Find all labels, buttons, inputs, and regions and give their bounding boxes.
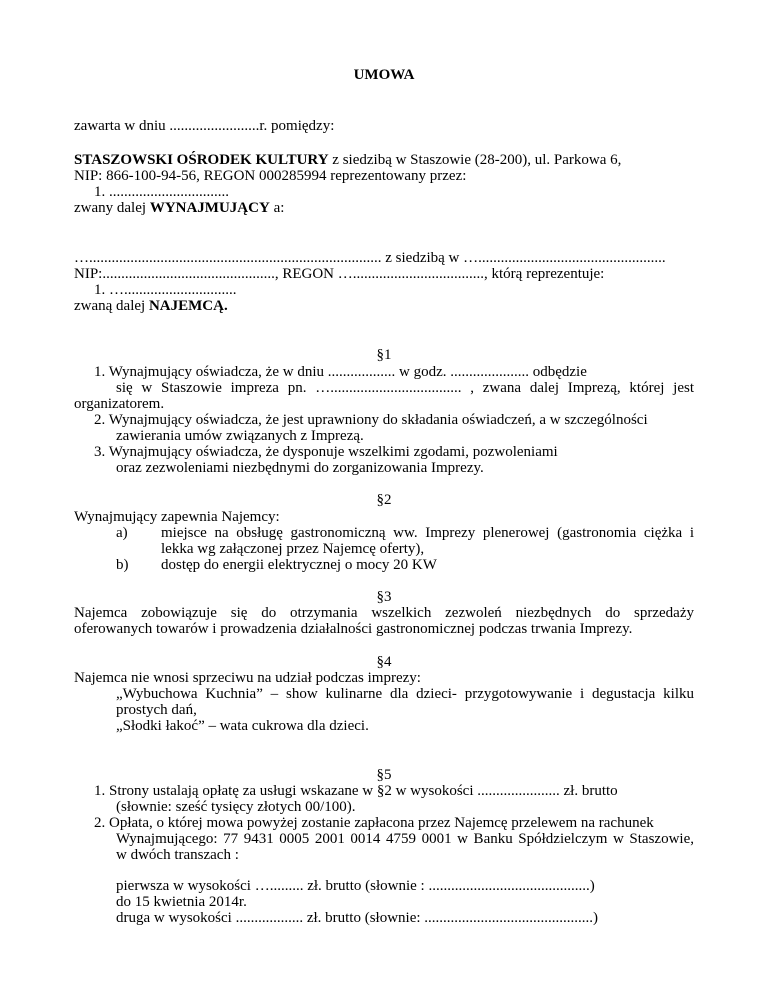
section2-heading: §2 — [376, 492, 392, 508]
s1-point1-line2: się w Staszowie impreza pn. …................................... , zwana dalej Imprezą, której jest — [116, 380, 694, 396]
party2-line1: ….............................................................................. z siedzibą w ….................................................. — [74, 250, 666, 266]
party1-representative: 1. ................................ — [94, 184, 229, 200]
s2-item-a-marker: a) — [116, 525, 128, 541]
s3-line1: Najemca zobowiązuje się do otrzymania wszelkich zezwoleń niezbędnych do sprzedaży — [74, 605, 694, 621]
section1-heading: §1 — [376, 347, 392, 363]
s1-point3-line1: 3. Wynajmujący oświadcza, że dysponuje wszelkimi zgodami, pozwoleniami — [94, 444, 558, 460]
s5-point2-line2: Wynajmującego: 77 9431 0005 2001 0014 4759 0001 w Banku Spółdzielczym w Staszowie, — [116, 831, 694, 847]
party1-name: STASZOWSKI OŚRODEK KULTURY — [74, 152, 329, 168]
section5-heading: §5 — [376, 767, 392, 783]
s2-item-a-line2: lekka wg załączonej przez Najemcę oferty), — [161, 541, 425, 557]
s4-item2-line1: „Słodki łakoć” – wata cukrowa dla dzieci. — [116, 718, 369, 734]
party2-representative: 1. ….............................. — [94, 282, 237, 298]
party1-line2: NIP: 866-100-94-56, REGON 000285994 reprezentowany przez: — [74, 168, 467, 184]
s4-lead: Najemca nie wnosi sprzeciwu na udział podczas imprezy: — [74, 670, 421, 686]
s5-tranche2-line1: druga w wysokości .................. zł. brutto (słownie: .............................................) — [116, 910, 599, 926]
document-title: UMOWA — [353, 67, 415, 83]
s1-point2-line2: zawierania umów związanych z Imprezą. — [116, 428, 364, 444]
s1-point1-line3: organizatorem. — [74, 396, 165, 412]
s4-item1-line1: „Wybuchowa Kuchnia” – show kulinarne dla dzieci- przygotowywanie i degustacja kilku — [116, 686, 694, 702]
s5-point2-line3: w dwóch transzach : — [116, 847, 239, 863]
s2-item-a-line1: miejsce na obsługę gastronomiczną ww. Imprezy plenerowej (gastronomia ciężka i — [161, 525, 694, 541]
party2-role: NAJEMCĄ. — [148, 298, 228, 314]
s5-point2-line1: 2. Opłata, o której mowa powyżej zostanie zapłacona przez Najemcę przelewem na rachunek — [94, 815, 654, 831]
party2-line2: NIP:.............................................., REGON …..................................., którą reprezentuje: — [74, 266, 605, 282]
s2-item-b-marker: b) — [116, 557, 129, 573]
party1-role: WYNAJMUJĄCY — [149, 200, 270, 216]
s3-line2: oferowanych towarów i prowadzenia działalności gastronomicznej podczas trwania Imprezy. — [74, 621, 633, 637]
s2-lead: Wynajmujący zapewnia Najemcy: — [74, 509, 280, 525]
section3-heading: §3 — [376, 589, 392, 605]
s1-point3-line2: oraz zezwoleniami niezbędnymi do zorganizowania Imprezy. — [116, 460, 484, 476]
party1-line1: STASZOWSKI OŚRODEK KULTURY z siedzibą w Staszowie (28-200), ul. Parkowa 6, — [74, 152, 622, 168]
s1-point2-line1: 2. Wynajmujący oświadcza, że jest uprawniony do składania oświadczeń, a w szczególności — [94, 412, 648, 428]
intro-line: zawarta w dniu ........................r. pomiędzy: — [74, 118, 335, 134]
s5-tranche1-line2: do 15 kwietnia 2014r. — [116, 894, 247, 910]
party1-role-line: zwany dalej WYNAJMUJĄCY a: — [74, 200, 285, 216]
section4-heading: §4 — [376, 654, 392, 670]
s5-point1-line1: 1. Strony ustalają opłatę za usługi wskazane w §2 w wysokości ...................... zł. brutto — [94, 783, 618, 799]
s5-tranche1-line1: pierwsza w wysokości …......... zł. brutto (słownie : ...........................................) — [116, 878, 595, 894]
s1-point1-line1: 1. Wynajmujący oświadcza, że w dniu .................. w godz. ..................... odbędzie — [94, 364, 587, 380]
s2-item-b-line1: dostęp do energii elektrycznej o mocy 20 KW — [161, 557, 437, 573]
s4-item1-line2: prostych dań, — [116, 702, 197, 718]
party2-role-line: zwaną dalej NAJEMCĄ. — [74, 298, 228, 314]
s5-point1-line2: (słownie: sześć tysięcy złotych 00/100). — [116, 799, 356, 815]
